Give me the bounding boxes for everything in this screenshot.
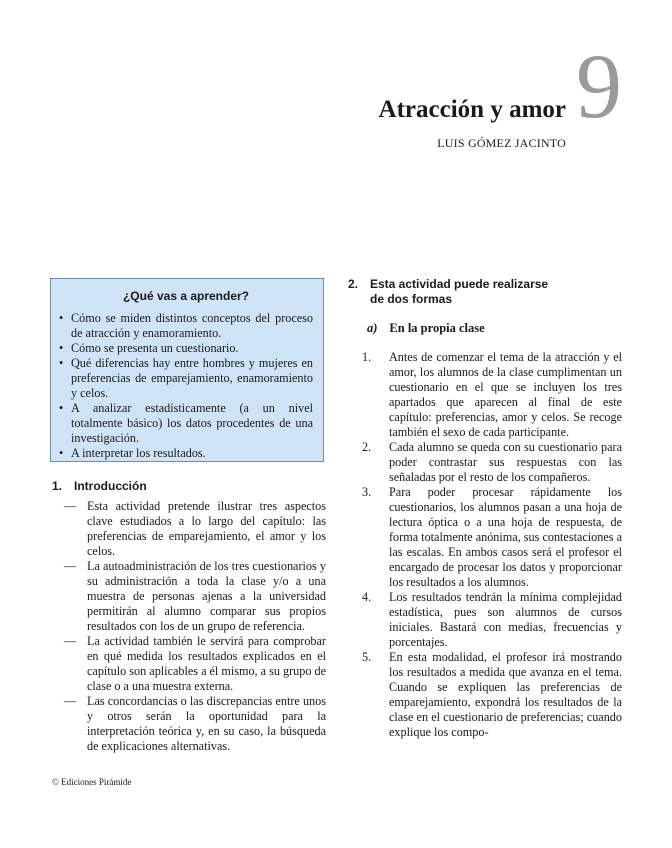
step-number: 4. [362,590,372,604]
step-number: 2. [362,440,372,454]
step-item [362,590,622,650]
learning-objectives-box [50,278,324,462]
objective-item: • A analizar estadísticamente (a un nivel totalmente básico) los datos procedentes de una investigación. [59,401,313,446]
learning-objectives-title: ¿Qué vas a aprender? [122,289,250,303]
section-1-heading [52,479,147,493]
objective-item: • A interpretar los resultados. [59,446,313,461]
chapter-author: LUIS GÓMEZ JACINTO [437,136,566,150]
learning-objectives-list [59,311,313,461]
section-2-number: 2. [348,277,359,291]
step-item [362,650,622,740]
section-1-list [64,499,326,754]
subsection-a-letter: a) [367,321,378,335]
objective-item: • Cómo se miden distintos conceptos del proceso de atracción y enamoramiento. [59,311,313,341]
step-number: 1. [362,350,372,364]
section-2-title-line1: Esta actividad puede realizarse [370,277,549,291]
section-2-list [362,350,622,740]
intro-item: — La actividad también le servirá para comprobar en qué medida los resultados explicados en el capítulo son aplicables a él mismo, a su grupo de clase o a una muestra externa. [64,634,326,694]
subsection-a-title: En la propia clase [389,321,485,335]
step-item [362,440,622,485]
step-number: 3. [362,485,372,499]
step-text: En esta modalidad, el profesor irá mostrando los resultados a medida que avanza en el tema. Cuando se expliquen las preferencias de emparejamiento, expondrá los resultados de la clase en el cuestionario de preferencias; cuando explique los compo- [389,650,622,739]
step-number: 5. [362,650,372,664]
intro-item: — La autoadministración de los tres cuestionarios y su administración a toda la clase y/o a una muestra de personas ajenas a la universidad permitirán al alumno comparar sus propios resultados con los de un grupo de referencia. [64,559,326,634]
chapter-title: Atracción y amor [378,96,566,123]
section-2-heading [348,277,608,307]
step-text: Antes de comenzar el tema de la atracción y el amor, los alumnos de la clase cumplimentan un cuestionario en el que se incluyen los tres apartados que aparecen al final de este capítulo: preferencias, amor y celos. Se recoge también el sexo de cada participante. [389,350,622,439]
step-item [362,350,622,440]
section-1-number: 1. [52,479,63,493]
intro-item: — Esta actividad pretende ilustrar tres aspectos clave estudiados a lo largo del capítulo: las preferencias de emparejamiento, el amor y los celos. [64,499,326,559]
step-text: Para poder procesar rápidamente los cuestionarios, los alumnos pasan a una hoja de lectura óptica o a una hoja de respuesta, de forma totalmente anónima, sus contestaciones a las escalas. En ambos casos será el profesor el encargado de procesar los datos y proporcionar los resultados a los alumnos. [389,485,622,589]
step-item [362,485,622,590]
section-1-title: Introducción [74,479,147,493]
chapter-number: 9 [576,35,622,137]
copyright-footer: © Ediciones Pirámide [52,777,132,787]
intro-item: — Las concordancias o las discrepancias entre unos y otros serán la oportunidad para la interpretación teórica y, en su caso, la búsqueda de explicaciones alternativas. [64,694,326,754]
subsection-a-heading [367,321,485,336]
section-2-title-line2: de dos formas [370,292,453,306]
step-text: Cada alumno se queda con su cuestionario para poder contrastar sus respuestas con las señaladas por el resto de los compañeros. [389,440,622,484]
objective-item: • Cómo se presenta un cuestionario. [59,341,313,356]
step-text: Los resultados tendrán la mínima complejidad estadística, pues son alumnos de cursos iniciales. Bastará con medias, frecuencias y porcentajes. [389,590,622,649]
objective-item: • Qué diferencias hay entre hombres y mujeres en preferencias de emparejamiento, enamoramiento y celos. [59,356,313,401]
